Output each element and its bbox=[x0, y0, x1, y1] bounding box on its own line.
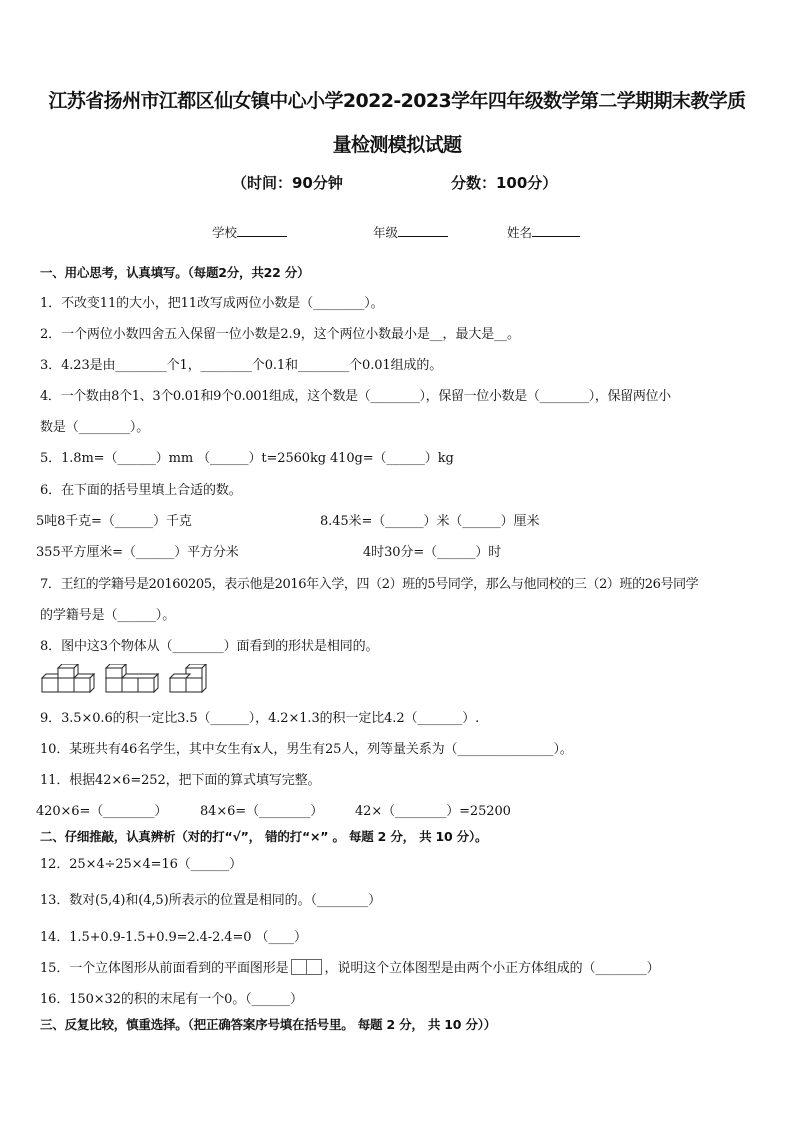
grade-label: 年级 bbox=[373, 225, 399, 240]
exam-title-line2: 量检测模拟试题 bbox=[332, 134, 462, 156]
question-8: 8．图中这3个物体从（________）面看到的形状是相同的。 bbox=[40, 639, 379, 654]
question-10: 10．某班共有46名学生，其中女生有x人，男生有25人，列等量关系为（_______________）。 bbox=[40, 742, 573, 757]
school-label: 学校 bbox=[212, 225, 238, 240]
question-7-line2: 的学籍号是（______）。 bbox=[40, 608, 176, 623]
name-blank[interactable] bbox=[532, 224, 580, 237]
grade-blank[interactable] bbox=[398, 224, 448, 237]
question-5: 5．1.8m=（______）mm （______）t=2560kg 410g=（______）kg bbox=[40, 451, 454, 466]
question-6d: 4时30分=（______）时 bbox=[363, 545, 502, 560]
question-15-text-start: 15．一个立体图形从前面看到的平面图形是 bbox=[40, 961, 289, 976]
exam-score: 分数：100分） bbox=[451, 174, 558, 192]
question-15 bbox=[40, 957, 660, 976]
question-9: 9．3.5×0.6的积一定比3.5（______），4.2×1.3的积一定比4.2（_______）. bbox=[40, 711, 480, 726]
school-field bbox=[212, 223, 287, 241]
question-6c: 355平方厘米=（______）平方分米 bbox=[36, 545, 239, 560]
question-7-line1: 7．王红的学籍号是20160205，表示他是2016年入学，四（2）班的5号同学，那么与他同校的三（2）班的26号同学 bbox=[40, 577, 699, 592]
question-4-line2: 数是（________）。 bbox=[40, 420, 150, 435]
question-2: 2．一个两位小数四舍五入保留一位小数是2.9，这个两位小数最小是__，最大是__。 bbox=[40, 327, 520, 342]
question-4-line1: 4．一个数由8个1、3个0.01和9个0.001组成，这个数是（________），保留一位小数是（________），保留两位小 bbox=[40, 389, 671, 404]
question-3: 3．4.23是由________个1，________个0.1和________个0.01组成的。 bbox=[40, 358, 443, 373]
two-squares-icon bbox=[291, 959, 323, 975]
question-14: 14．1.5+0.9-1.5+0.9=2.4-2.4=0 （____） bbox=[40, 930, 307, 945]
question-11b: 84×6=（________） bbox=[200, 804, 324, 819]
question-11c: 42×（________）=25200 bbox=[355, 804, 511, 819]
cube-figures-icon bbox=[40, 664, 210, 696]
exam-time: （时间：90分钟 bbox=[232, 174, 343, 192]
question-16: 16．150×32的积的末尾有一个0。（______） bbox=[40, 992, 303, 1007]
section-1-heading: 一、用心思考，认真填写。（每题2分，共22 分） bbox=[40, 265, 310, 280]
question-6: 6．在下面的括号里填上合适的数。 bbox=[40, 483, 242, 498]
question-11: 11．根据42×6=252，把下面的算式填写完整。 bbox=[40, 773, 321, 788]
question-11a: 420×6=（________） bbox=[36, 804, 168, 819]
school-blank[interactable] bbox=[237, 224, 287, 237]
question-6b: 8.45米=（______）米（______）厘米 bbox=[320, 514, 540, 529]
section-2-heading: 二、仔细推敲，认真辨析（对的打“√”， 错的打“×” 。 每题 2 分， 共 10 分）。 bbox=[40, 829, 488, 844]
question-12: 12．25×4÷25×4=16（______） bbox=[40, 857, 242, 872]
name-label: 姓名 bbox=[507, 225, 533, 240]
question-15-text-end: ，说明这个立体图型是由两个小正方体组成的（________） bbox=[324, 961, 660, 976]
section-3-heading: 三、反复比较，慎重选择。（把正确答案序号填在括号里。 每题 2 分， 共 10 分）） bbox=[40, 1017, 497, 1032]
name-field bbox=[507, 223, 580, 241]
grade-field bbox=[373, 223, 448, 241]
exam-title-line1: 江苏省扬州市江都区仙女镇中心小学2022-2023学年四年级数学第二学期期末教学质 bbox=[48, 90, 746, 112]
question-1: 1．不改变11的大小，把11改写成两位小数是（________）。 bbox=[40, 296, 384, 311]
question-6a: 5吨8千克=（______）千克 bbox=[36, 514, 192, 529]
question-13: 13．数对(5,4)和(4,5)所表示的位置是相同的。（________） bbox=[40, 893, 381, 908]
